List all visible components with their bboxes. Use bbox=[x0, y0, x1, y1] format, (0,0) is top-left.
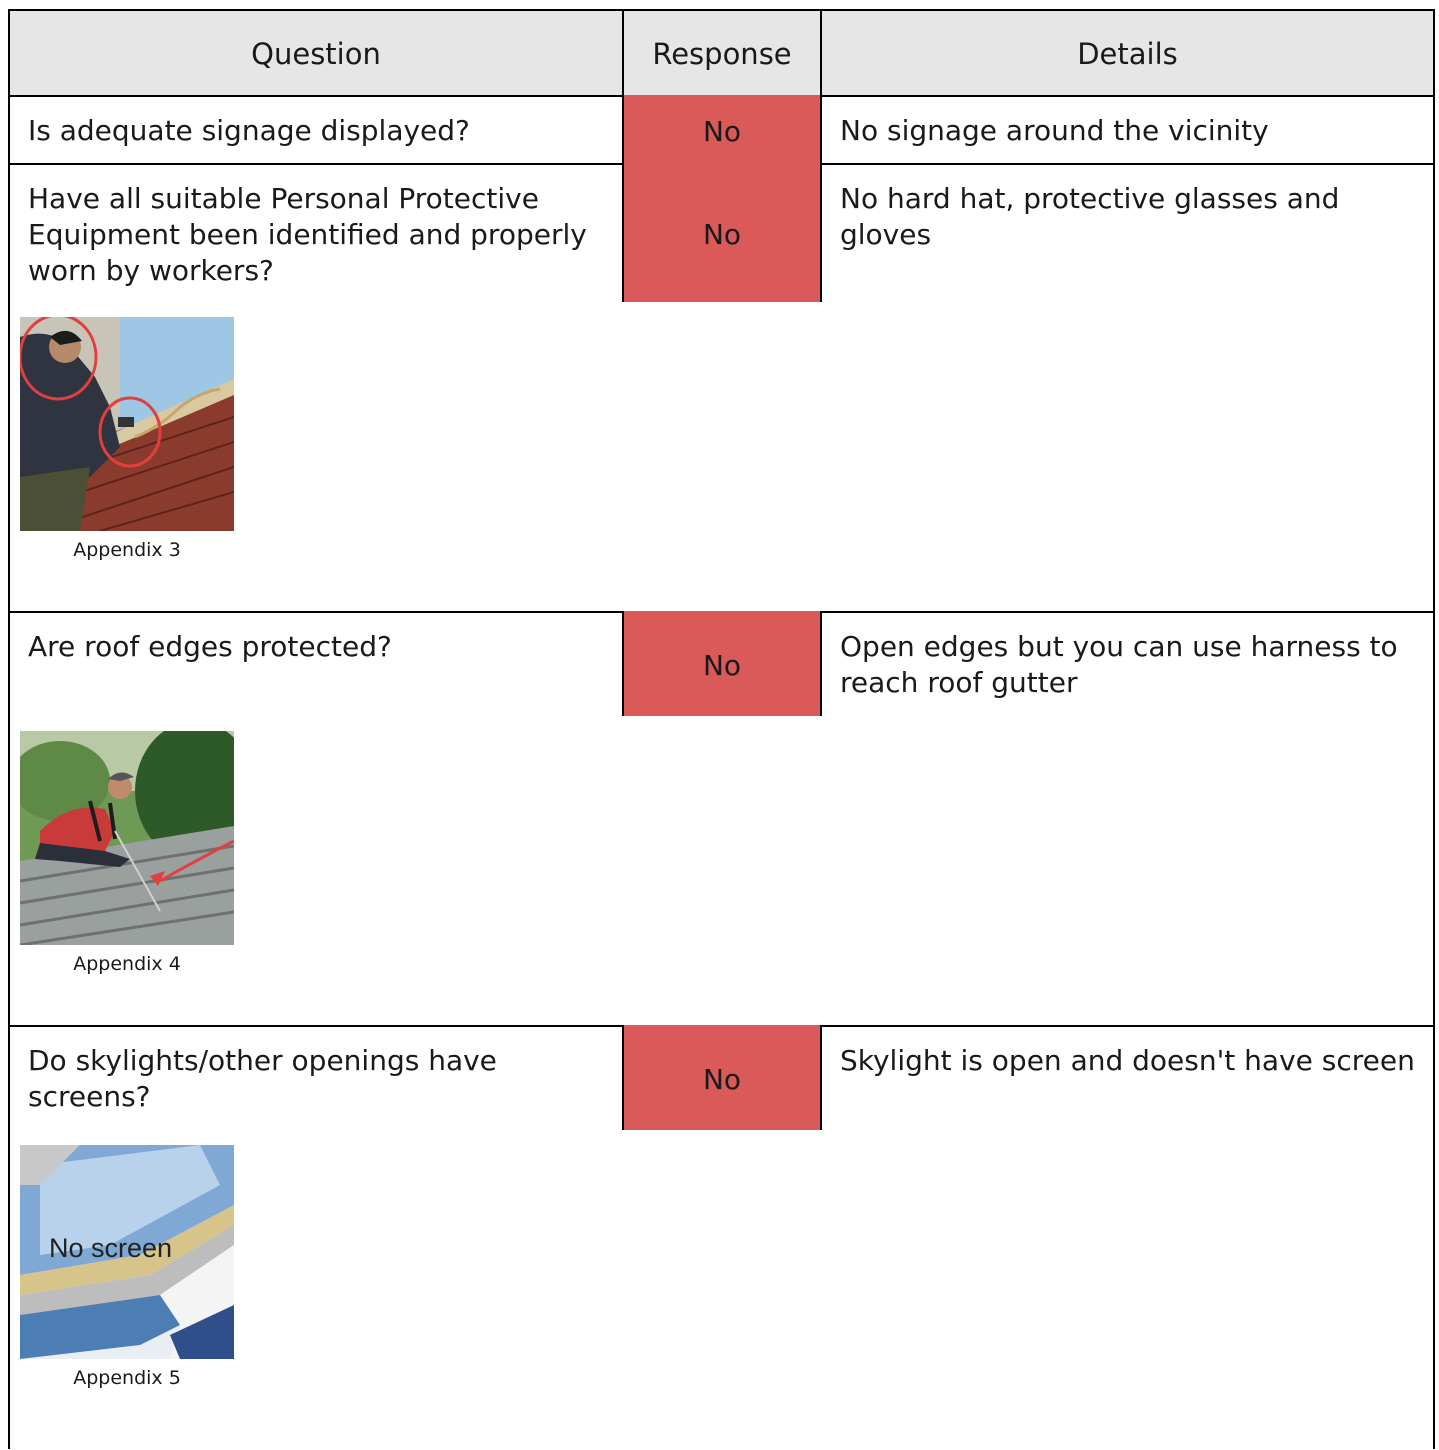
details-cell: Open edges but you can use harness to reach roof gutter bbox=[840, 630, 1398, 699]
appendix-row bbox=[10, 1130, 1433, 1450]
checklist-table bbox=[8, 9, 1435, 1449]
appendix-row bbox=[10, 716, 1433, 1027]
question-cell: Do skylights/other openings have screens? bbox=[28, 1044, 497, 1113]
response-cell: No bbox=[622, 163, 822, 302]
appendix-4-photo bbox=[20, 731, 234, 945]
table-header-row bbox=[10, 11, 1433, 97]
details-cell: Skylight is open and doesn't have screen bbox=[840, 1044, 1415, 1077]
question-cell: Have all suitable Personal Protective Equipment been identified and properly worn by workers? bbox=[28, 182, 587, 287]
header-details: Details bbox=[1077, 37, 1178, 71]
response-cell: No bbox=[622, 1025, 822, 1130]
details-cell: No hard hat, protective glasses and gloves bbox=[840, 182, 1340, 251]
table-row bbox=[10, 1025, 1433, 1132]
appendix-caption: Appendix 4 bbox=[73, 953, 181, 975]
table-row bbox=[10, 95, 1433, 165]
question-cell: Are roof edges protected? bbox=[28, 630, 392, 663]
question-cell: Is adequate signage displayed? bbox=[28, 114, 470, 147]
no-screen-overlay-text: No screen bbox=[49, 1233, 173, 1263]
appendix-5-photo bbox=[20, 1145, 234, 1359]
appendix-3-photo bbox=[20, 317, 234, 531]
header-question: Question bbox=[251, 37, 381, 71]
header-response: Response bbox=[622, 11, 822, 95]
appendix-caption: Appendix 3 bbox=[73, 539, 181, 561]
table-row bbox=[10, 611, 1433, 718]
appendix-caption: Appendix 5 bbox=[73, 1367, 181, 1389]
details-cell: No signage around the vicinity bbox=[840, 114, 1269, 147]
response-cell: No bbox=[622, 611, 822, 716]
table-row bbox=[10, 163, 1433, 304]
response-cell: No bbox=[622, 95, 822, 163]
appendix-row bbox=[10, 302, 1433, 613]
